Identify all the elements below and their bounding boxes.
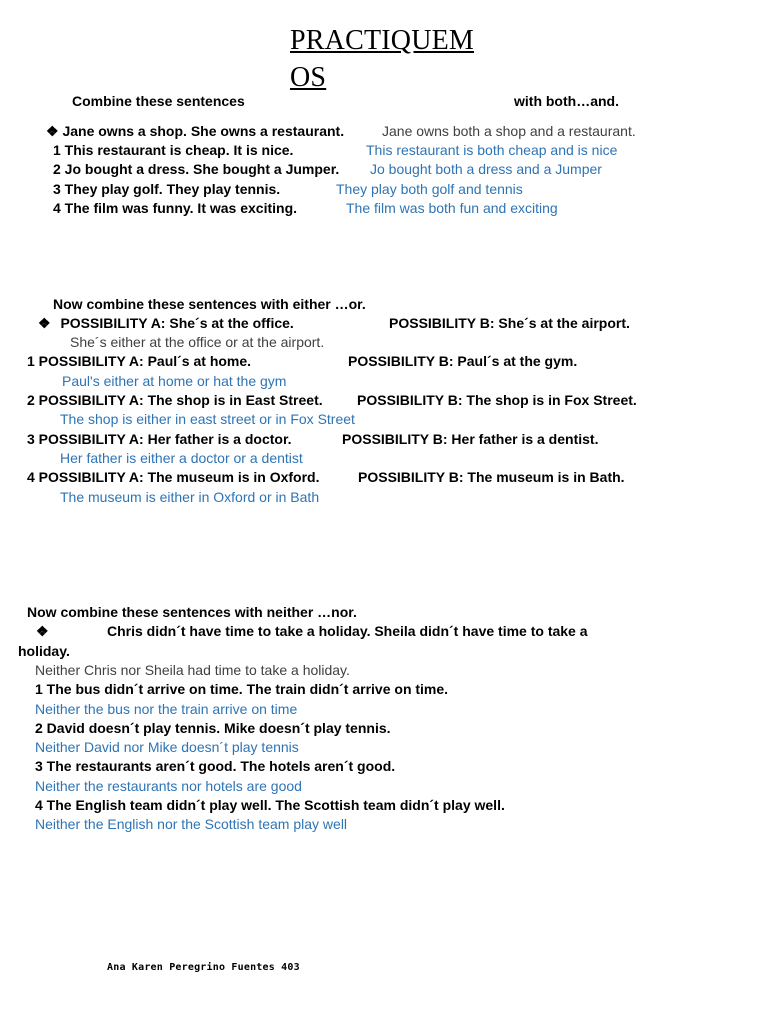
section2-item-1-a: 1 POSSIBILITY A: Paul´s at home. <box>27 353 252 369</box>
section2-item-3-a: 3 POSSIBILITY A: Her father is a doctor. <box>27 431 292 447</box>
section2-instruction: Now combine these sentences with either …or. <box>53 296 366 312</box>
section1-instruction-tail: with both…and. <box>514 93 619 109</box>
section2-item-2-answer: The shop is either in east street or in Fox Street <box>60 411 355 427</box>
section3-item-4-answer: Neither the English nor the Scottish team play well <box>35 816 348 832</box>
example-question-text: Jane owns a shop. She owns a restaurant. <box>62 123 345 139</box>
section3-example-question-cont: holiday. <box>18 643 70 659</box>
section3-item-1-answer: Neither the bus nor the train arrive on time <box>35 701 298 717</box>
section2-item-2-b: POSSIBILITY B: The shop is in Fox Street. <box>357 392 637 408</box>
section1-item-1-question: 1 This restaurant is cheap. It is nice. <box>53 142 294 158</box>
section2-example-a <box>38 314 294 332</box>
section3-instruction: Now combine these sentences with neither …nor. <box>27 604 357 620</box>
section3-example-answer: Neither Chris nor Sheila had time to take a holiday. <box>35 662 350 678</box>
section3-item-4-question: 4 The English team didn´t play well. The Scottish team didn´t play well. <box>35 797 505 813</box>
section1-item-3-question: 3 They play golf. They play tennis. <box>53 181 281 197</box>
section2-item-4-answer: The museum is either in Oxford or in Bath <box>60 489 320 505</box>
diamond-bullet-icon: ❖ <box>46 123 59 139</box>
section1-item-3-answer: They play both golf and tennis <box>336 181 523 197</box>
section1-item-2-question: 2 Jo bought a dress. She bought a Jumper. <box>53 161 340 177</box>
section1-example-answer: Jane owns both a shop and a restaurant. <box>382 123 636 139</box>
section2-example-answer: She´s either at the office or at the airport. <box>70 334 325 350</box>
example-a-text: POSSIBILITY A: She´s at the office. <box>60 315 294 331</box>
section3-example-question: Chris didn´t have time to take a holiday. Sheila didn´t have time to take a <box>107 623 588 639</box>
section3-item-1-question: 1 The bus didn´t arrive on time. The train didn´t arrive on time. <box>35 681 449 697</box>
section2-item-1-answer: Paul's either at home or hat the gym <box>62 373 287 389</box>
section3-example-bullet: ❖ <box>36 623 49 639</box>
section3-item-3-question: 3 The restaurants aren´t good. The hotels aren´t good. <box>35 758 396 774</box>
section1-instruction: Combine these sentences <box>72 93 245 109</box>
section2-item-3-b: POSSIBILITY B: Her father is a dentist. <box>342 431 599 447</box>
section1-item-4-question: 4 The film was funny. It was exciting. <box>53 200 298 216</box>
footer-author: Ana Karen Peregrino Fuentes 403 <box>107 962 300 973</box>
section2-item-3-answer: Her father is either a doctor or a dentist <box>60 450 303 466</box>
section2-item-4-a: 4 POSSIBILITY A: The museum is in Oxford. <box>27 469 320 485</box>
section3-item-3-answer: Neither the restaurants nor hotels are good <box>35 778 302 794</box>
section2-item-1-b: POSSIBILITY B: Paul´s at the gym. <box>348 353 578 369</box>
section2-item-2-a: 2 POSSIBILITY A: The shop is in East Street. <box>27 392 323 408</box>
section2-item-4-b: POSSIBILITY B: The museum is in Bath. <box>358 469 625 485</box>
section1-example-question <box>46 122 344 140</box>
section3-item-2-question: 2 David doesn´t play tennis. Mike doesn´t play tennis. <box>35 720 391 736</box>
title-line-1: PRACTIQUEM <box>290 25 475 56</box>
section3-item-2-answer: Neither David nor Mike doesn´t play tennis <box>35 739 299 755</box>
section1-item-1-answer: This restaurant is both cheap and is nice <box>366 142 618 158</box>
title-line-2: OS <box>290 62 327 93</box>
section1-item-4-answer: The film was both fun and exciting <box>346 200 558 216</box>
section2-example-b: POSSIBILITY B: She´s at the airport. <box>389 315 630 331</box>
diamond-bullet-icon: ❖ <box>38 315 51 331</box>
section1-item-2-answer: Jo bought both a dress and a Jumper <box>370 161 602 177</box>
